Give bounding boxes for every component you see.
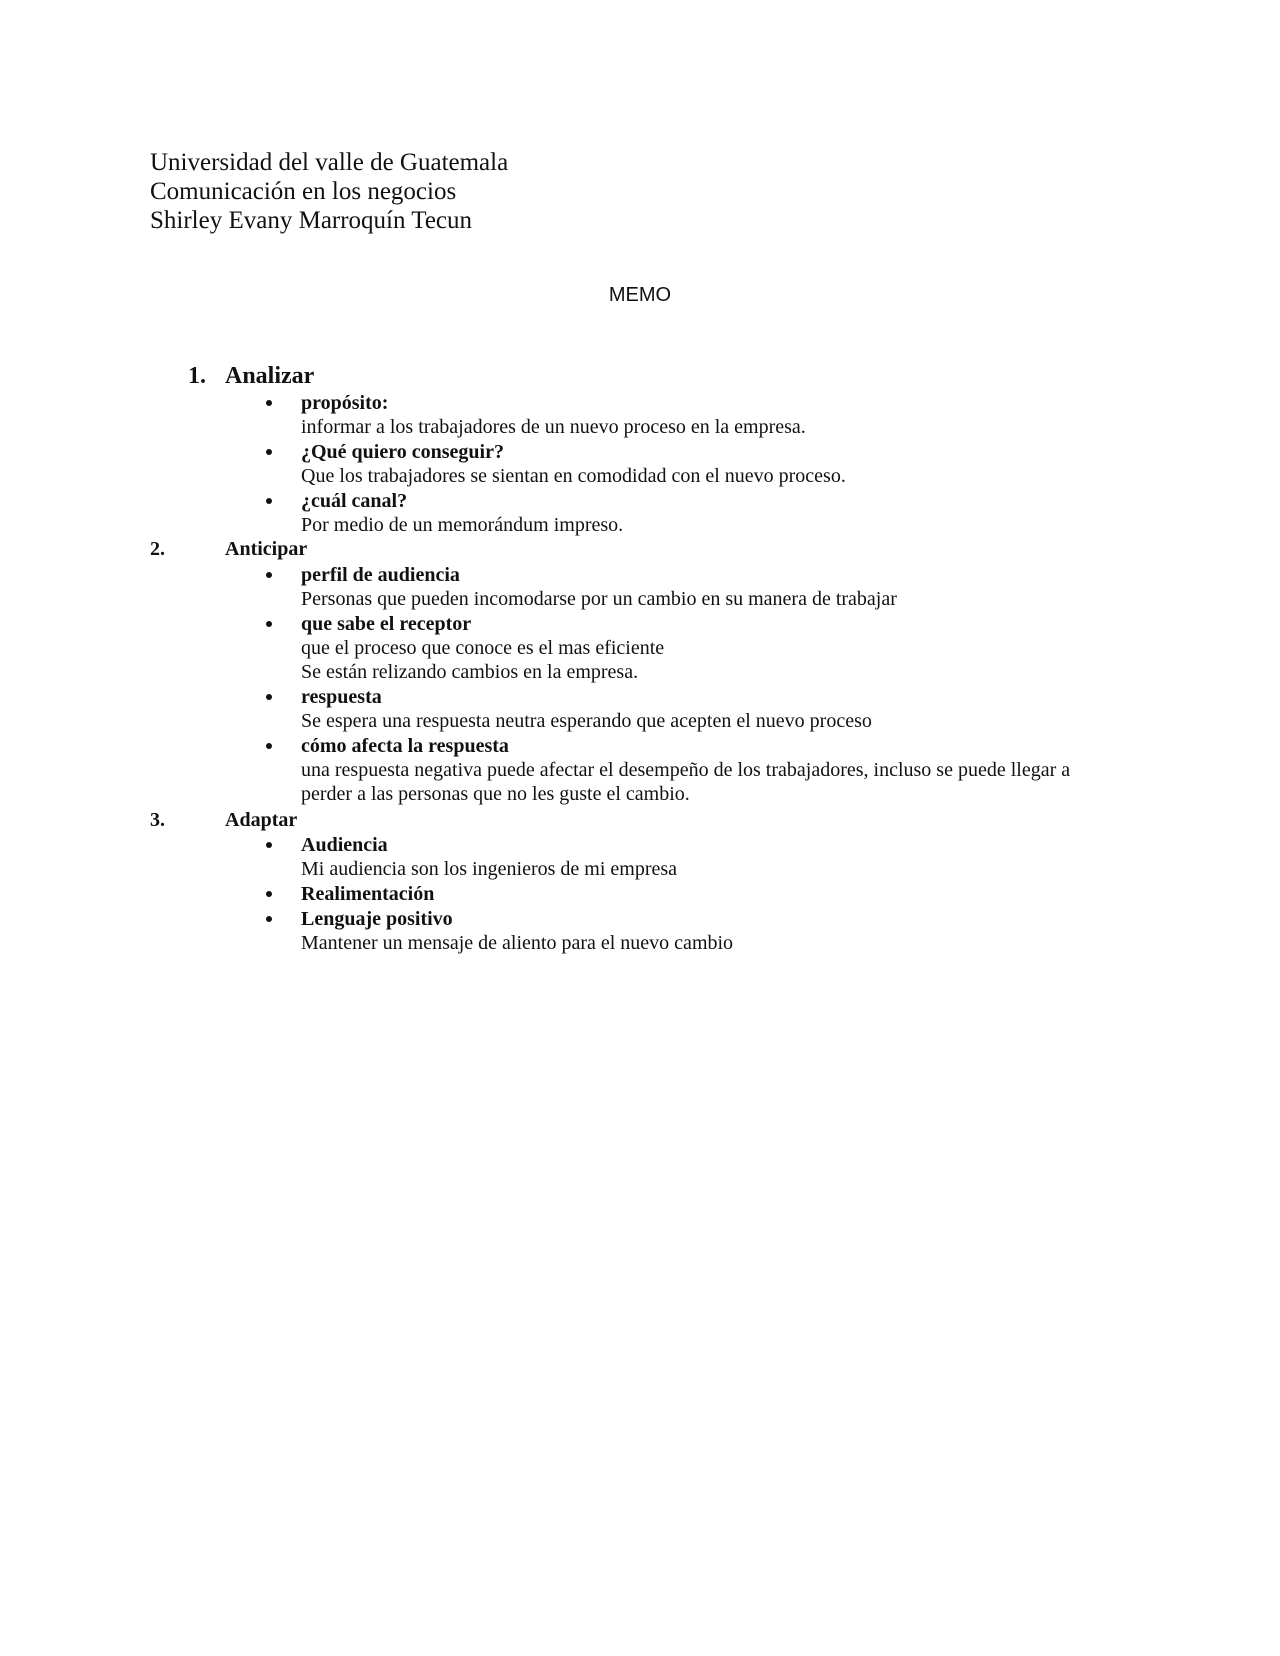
item-text: Mi audiencia son los ingenieros de mi empresa <box>301 858 678 880</box>
bullet-icon <box>266 694 272 700</box>
item-label: Realimentación <box>301 883 435 905</box>
item-text: perder a las personas que no les guste el cambio. <box>301 783 690 805</box>
bullet-icon <box>266 449 272 455</box>
section-number: 3. <box>150 809 165 831</box>
bullet-icon <box>266 916 272 922</box>
bullet-icon <box>266 400 272 406</box>
section-number: 2. <box>150 538 165 560</box>
bullet-icon <box>266 891 272 897</box>
item-label: cómo afecta la respuesta <box>301 735 509 757</box>
item-text: Mantener un mensaje de aliento para el nuevo cambio <box>301 932 734 954</box>
item-text: Personas que pueden incomodarse por un cambio en su manera de trabajar <box>301 588 897 610</box>
bullet-icon <box>266 842 272 848</box>
bullet-icon <box>266 621 272 627</box>
item-text: una respuesta negativa puede afectar el desempeño de los trabajadores, incluso se puede llegar a <box>301 759 1071 781</box>
item-label: ¿cuál canal? <box>301 490 408 512</box>
item-label: Lenguaje positivo <box>301 908 453 930</box>
item-label: ¿Qué quiero conseguir? <box>301 441 504 463</box>
university-name: Universidad del valle de Guatemala <box>150 149 509 176</box>
item-text: que el proceso que conoce es el mas eficiente <box>301 637 665 659</box>
bullet-icon <box>266 498 272 504</box>
memo-title: MEMO <box>608 284 672 306</box>
author-name: Shirley Evany Marroquín Tecun <box>150 207 473 234</box>
item-label: perfil de audiencia <box>301 564 460 586</box>
section-number: 1. <box>188 363 206 389</box>
section-heading-anticipar: Anticipar <box>225 538 308 560</box>
item-text: Que los trabajadores se sientan en comodidad con el nuevo proceso. <box>301 465 846 487</box>
item-label: que sabe el receptor <box>301 613 472 635</box>
item-text: informar a los trabajadores de un nuevo proceso en la empresa. <box>301 416 806 438</box>
item-label: Audiencia <box>301 834 388 856</box>
item-label: propósito: <box>301 392 389 414</box>
course-name: Comunicación en los negocios <box>150 178 457 205</box>
item-label: respuesta <box>301 686 382 708</box>
section-heading-analizar: Analizar <box>225 363 315 389</box>
bullet-icon <box>266 743 272 749</box>
item-text: Se espera una respuesta neutra esperando que acepten el nuevo proceso <box>301 710 872 732</box>
bullet-icon <box>266 572 272 578</box>
item-text: Se están relizando cambios en la empresa. <box>301 661 639 683</box>
document-header <box>150 148 508 235</box>
section-heading-adaptar: Adaptar <box>225 809 298 831</box>
item-text: Por medio de un memorándum impreso. <box>301 514 624 536</box>
